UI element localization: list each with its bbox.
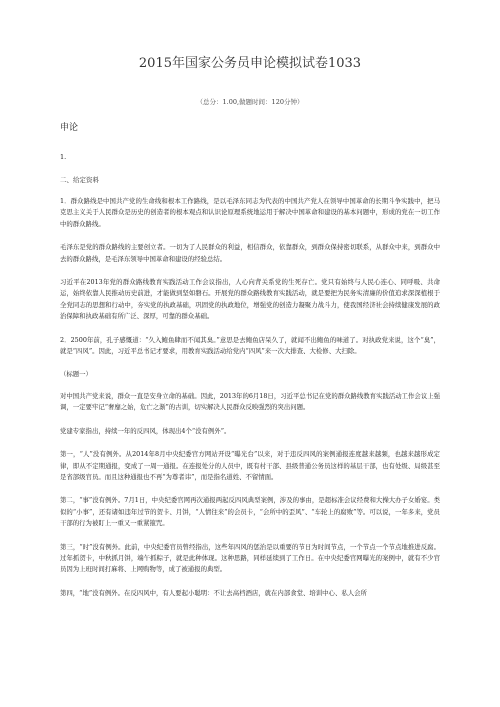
document-title: 2015年国家公务员申论模拟试卷1033: [138, 56, 362, 71]
paragraph: 习近平在2013年党的群众路线教育实践活动工作会议指出，人心向背关系党的生死存亡。党只有始终与人民心连心、同呼吸、共命运，始终依靠人民推动历史前进，才能做到坚如磐石。开展党的群众路线教育实践活动，就是要把为民务实清廉的价值追求深深植根于全党同志的思想和行动中，夯实党的执政基础，巩固党的执政地位，增强党的创造力凝聚力战斗力，使我国经济社会持续健康发展的政治保障和执政基础有所广泛、深厚，可靠的群众基础。: [60, 278, 440, 321]
material-heading: 二、给定资料: [60, 176, 99, 184]
paragraph: 第二，“事”没有例外。7月1日，中央纪委官网再次通报两起反四风典型案例，涉及的事由，是超标准会议经费和大操大办子女婚宴。类似的“小事”，还有诸如违年过节的贺卡、月饼，“人情往来”的会员卡，“会所中的歪风”、“车轮上的腐败”等。可以说，一年多来，党员干部的行为被盯上一重又一重紧箍咒。: [60, 496, 440, 528]
paragraph: 第四，“地”没有例外。在反四风中，有人要起小聪明：不让去高档酒店，就在内部食堂、培训中心、私人会所: [60, 588, 367, 597]
paragraph: 1．群众路线是中国共产党的生命线和根本工作路线，是以毛泽东同志为代表的中国共产党人在领导中国革命的长期斗争实践中，把马克思主义关于人民群众是历史的创造者的根本观点和认识论原理系统地运用于解决中国革命和建设的基本问题中，形成的党在一切工作中的群众路线。: [60, 197, 440, 228]
paragraph: 2．2500年前，孔子感慨道：“久入鲍鱼肆而不闻其臭。”意思是去鲍鱼店呆久了，就闻不出鲍鱼的味道了。对执政党来说，这个“臭”，就是“四风”。因此，习近平总书记才要求，用教育实践活动给党内“四风”来一次大排查、大检修、大扫除。: [60, 335, 440, 356]
question-number: 1.: [60, 153, 67, 161]
subheading: （标题一）: [60, 370, 92, 379]
exam-info: （总分：1.00,做题时间：120分钟）: [196, 98, 304, 106]
paragraph: 党建专家指出，持续一年的反四风，体现出4个“没有例外”。: [60, 426, 231, 435]
paragraph: 第三，“时”没有例外。此前，中央纪委官员曾经指出，这些年四风的惩治是以重要的节日为时间节点，一个节点一个节点地推进反腐。过年抓贺卡，中秋抓月饼，端午抓粽子，就是此种体现。这种思路，同样延续到了工作日。在中央纪委官网曝光的案例中，就有不少官员因为上班时间打麻将、上网购物等，成了被通报的典型。: [60, 542, 440, 574]
section-heading: 申论: [60, 123, 79, 133]
paragraph: 第一，“人”没有例外。从2014年8月中央纪委官方网站开设“曝光台”以来，对于违反四风的案例通报连度越来越频，也越来越形成定律，即从不定期通报，变成了一周一通报。在连报处分的人员中，既有村干部、县级普通公务员这样的基层干部，也有处级、局级甚至是省部级官员。而且这种通报也不再“为尊者讳”，而是指名道姓、不留情面。: [60, 450, 440, 481]
paragraph: 毛泽东是党的群众路线的主要创立者。一切为了人民群众的利益，相信群众，依靠群众，到群众保持密切联系，从群众中来，到群众中去的群众路线，是毛泽东领导中国革命和建设的经验总结。: [60, 243, 440, 263]
paragraph: 对中国共产党来说，群众一直是安身立命的基础。因此，2013年的6月18日，习近平总书记在党的群众路线教育实践活动工作会议上强调，一定要牢记“奢靡之始，危亡之渐”的古训，切实解决人民群众反映强烈的突出问题。: [60, 391, 440, 412]
